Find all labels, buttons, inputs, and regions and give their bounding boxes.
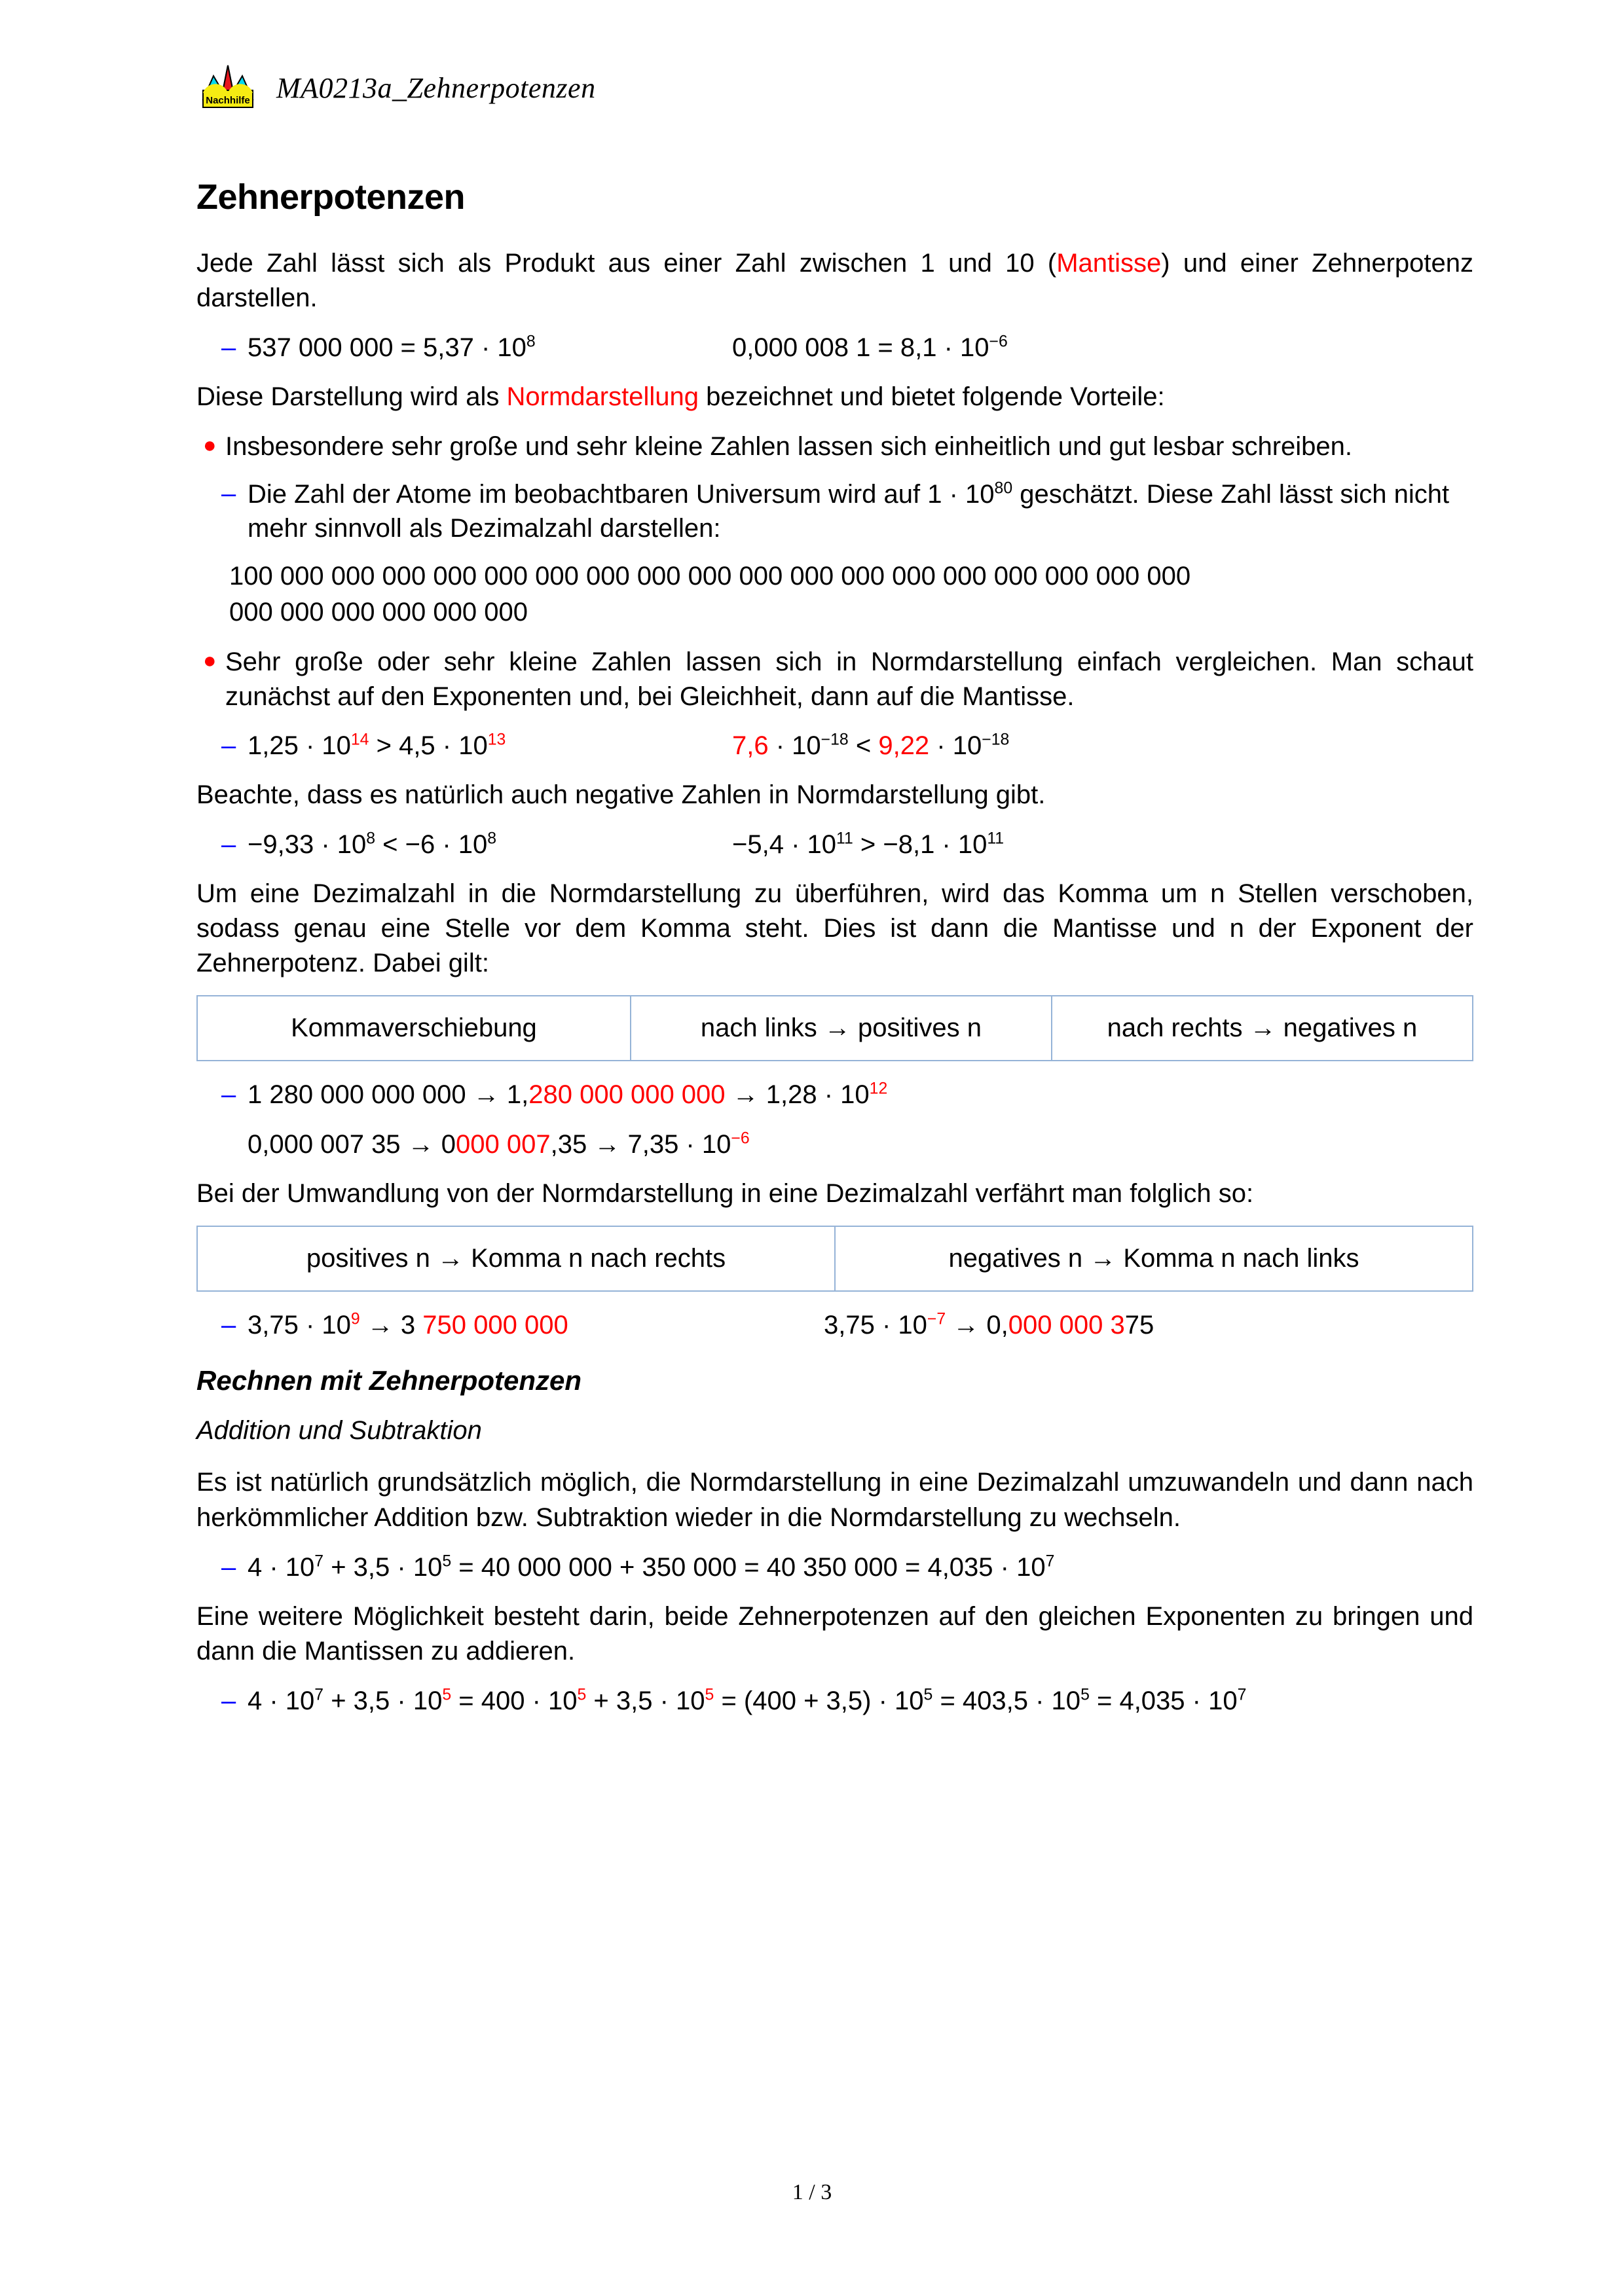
page-title: Zehnerpotenzen [196, 177, 466, 217]
bullet-2-text: Sehr große oder sehr kleine Zahlen lassen sich in Normdarstellung einfach vergleichen. Man schaut zunächst auf den Exponenten und, bei Gleichheit, dann auf die Mantisse. [225, 647, 1473, 712]
document-header [196, 63, 596, 113]
intro-text-b: ) und einer Zehnerpotenz darstellen. [196, 249, 1473, 313]
dash-marker-icon: – [221, 1686, 236, 1716]
big-number-line-1: 100 000 000 000 000 000 000 000 000 000 000 000 000 000 000 000 000 000 000 [229, 561, 1191, 591]
section-heading-rechnen: Rechnen mit Zehnerpotenzen [196, 1365, 582, 1396]
table-cell-nach-rechts: nach rechts → negatives n [1052, 996, 1473, 1061]
bullet-item-1 [196, 429, 1473, 464]
table-cell-nach-links: nach links → positives n [631, 996, 1052, 1061]
header-title: MA0213a_Zehnerpotenzen [276, 71, 596, 104]
formula-0000081: 0,000 008 $1 = 8,1 \cdot 10^{-6}$ [732, 333, 1008, 363]
red-bullet-icon: ● [203, 648, 217, 674]
table-cell-negatives-n: negatives n → Komma n nach links [835, 1226, 1473, 1291]
red-bullet-icon: ● [203, 432, 217, 458]
kommaverschiebung-table [196, 995, 1473, 1061]
term-normdarstellung: Normdarstellung [506, 382, 699, 412]
intro-text-a: Jede Zahl lässt sich als Produkt aus einer Zahl zwischen 1 und 10 ( [196, 249, 1057, 278]
formula-shift-left: 1 280 000 000 000 → 1,280 000 000 $000 \to 1,28 \cdot 10^{12}$ [248, 1080, 888, 1110]
formula-negative-right: $-5,4 \cdot 10^{11} > -8,1 \cdot 10^{11}$ [732, 829, 1005, 859]
dash-marker-icon: – [221, 1311, 236, 1340]
formula-addition-sameexp: $4 \cdot 10^7 + 3,5 \cdot 10^5 = 400 \cdot 10^5 + 3,5 \cdot 10^5 = (400 + 3,5) \cdot 10^5 = 403,5 \cdot 10^5 = 4,035 \cdot 10^7$ [248, 1686, 1247, 1716]
bullet-1-text: Insbesondere sehr große und sehr kleine Zahlen lassen sich einheitlich und gut lesbar schreiben. [225, 431, 1353, 461]
addition-paragraph-2: Eine weitere Möglichkeit besteht darin, beide Zehnerpotenzen auf den gleichen Exponenten zu bringen und dann die Mantissen zu addieren. [196, 1601, 1473, 1666]
sub-item-atoms [196, 477, 1473, 545]
page-footer: 1 / 3 [792, 2180, 832, 2204]
normdarstellung-paragraph [196, 380, 1473, 414]
table-row [197, 1226, 1473, 1291]
bullet-item-2 [196, 645, 1473, 714]
norm-text-a: Diese Darstellung wird als [196, 382, 507, 412]
komma-direction-table [196, 1226, 1473, 1292]
formula-537million: 537 000 $000 = 5,37 \cdot 10^8$ [248, 333, 536, 363]
atoms-text: Die Zahl der Atome im beobachtbaren Universum wird auf $1 \cdot 10^{80}$ geschätzt. Diese Zahl lässt sich nicht mehr sinnvoll als Dezimalzahl darstellen: [248, 479, 1450, 543]
example-row-compare [196, 728, 1473, 763]
negative-note: Beachte, dass es natürlich auch negative Zahlen in Normdarstellung gibt. [196, 780, 1046, 809]
dash-marker-icon: – [221, 479, 236, 508]
example-row-expand [196, 1307, 1473, 1343]
dash-marker-icon: – [221, 731, 236, 760]
formula-expand-positive: $3,75 \cdot 10^9 \to 3$ 750 000 000 [248, 1311, 568, 1340]
big-number-block [196, 558, 1473, 630]
mountain-logo-icon [196, 63, 259, 113]
conversion-paragraph-2: Bei der Umwandlung von der Normdarstellung in eine Dezimalzahl verfährt man folglich so: [196, 1179, 1254, 1209]
example-row-negative [196, 827, 1473, 862]
formula-compare-right: $7,6 \cdot 10^{-18} < 9,22 \cdot 10^{-18}$ [732, 731, 1010, 760]
example-row-shift-1 [196, 1077, 1473, 1112]
formula-negative-left: $-9,33 \cdot 10^8 < -6 \cdot 10^8$ [248, 829, 497, 859]
example-row-addition-1 [196, 1550, 1473, 1585]
dash-marker-icon: – [221, 829, 236, 859]
intro-paragraph [196, 246, 1473, 316]
example-row-1 [196, 330, 1473, 365]
dash-marker-icon: – [221, 333, 236, 363]
table-cell-positives-n: positives n → Komma n nach rechts [197, 1226, 835, 1291]
norm-text-b: bezeichnet und bietet folgende Vorteile: [698, 382, 1165, 412]
conversion-paragraph: Um eine Dezimalzahl in die Normdarstellung zu überführen, wird das Komma um n Stellen verschoben, sodass genau eine Stelle vor dem Komma steht. Dies ist dann die Mantisse und n der Exponent der Zehnerpotenz. Dabei gilt: [196, 879, 1473, 978]
document-body [196, 177, 1473, 1733]
formula-compare-left: $1,25 \cdot 10^{14} > 4,5 \cdot 10^{13}$ [248, 731, 506, 760]
dash-marker-icon: – [221, 1080, 236, 1110]
table-row [197, 996, 1473, 1061]
formula-shift-right: 0,000 007 35 → 0000 $007,35 \to 7,35 \cdot 10^{-6}$ [248, 1129, 750, 1159]
svg-text:Nachhilfe: Nachhilfe [206, 95, 250, 106]
formula-expand-negative: $3,75 \cdot 10^{-7} \to 0,000$ 000 375 [824, 1311, 1154, 1340]
dash-marker-icon: – [221, 1552, 236, 1582]
formula-addition-decimal: $4 \cdot 10^7 + 3,5 \cdot 10^5 = 40$ 000 000 + 350 000 = 40 350 $000 = 4,035 \cdot 10^7$ [248, 1552, 1055, 1582]
subsection-heading-addition: Addition und Subtraktion [196, 1416, 482, 1446]
addition-paragraph-1: Es ist natürlich grundsätzlich möglich, die Normdarstellung in eine Dezimalzahl umzuwandeln und dann nach herkömmlicher Addition bzw. Subtraktion wieder in die Normdarstellung zu wechseln. [196, 1468, 1473, 1532]
example-row-addition-2 [196, 1683, 1473, 1719]
table-cell-kommaverschiebung: Kommaverschiebung [197, 996, 631, 1061]
big-number-line-2: 000 000 000 000 000 000 [229, 597, 528, 627]
term-mantisse: Mantisse [1056, 249, 1162, 278]
